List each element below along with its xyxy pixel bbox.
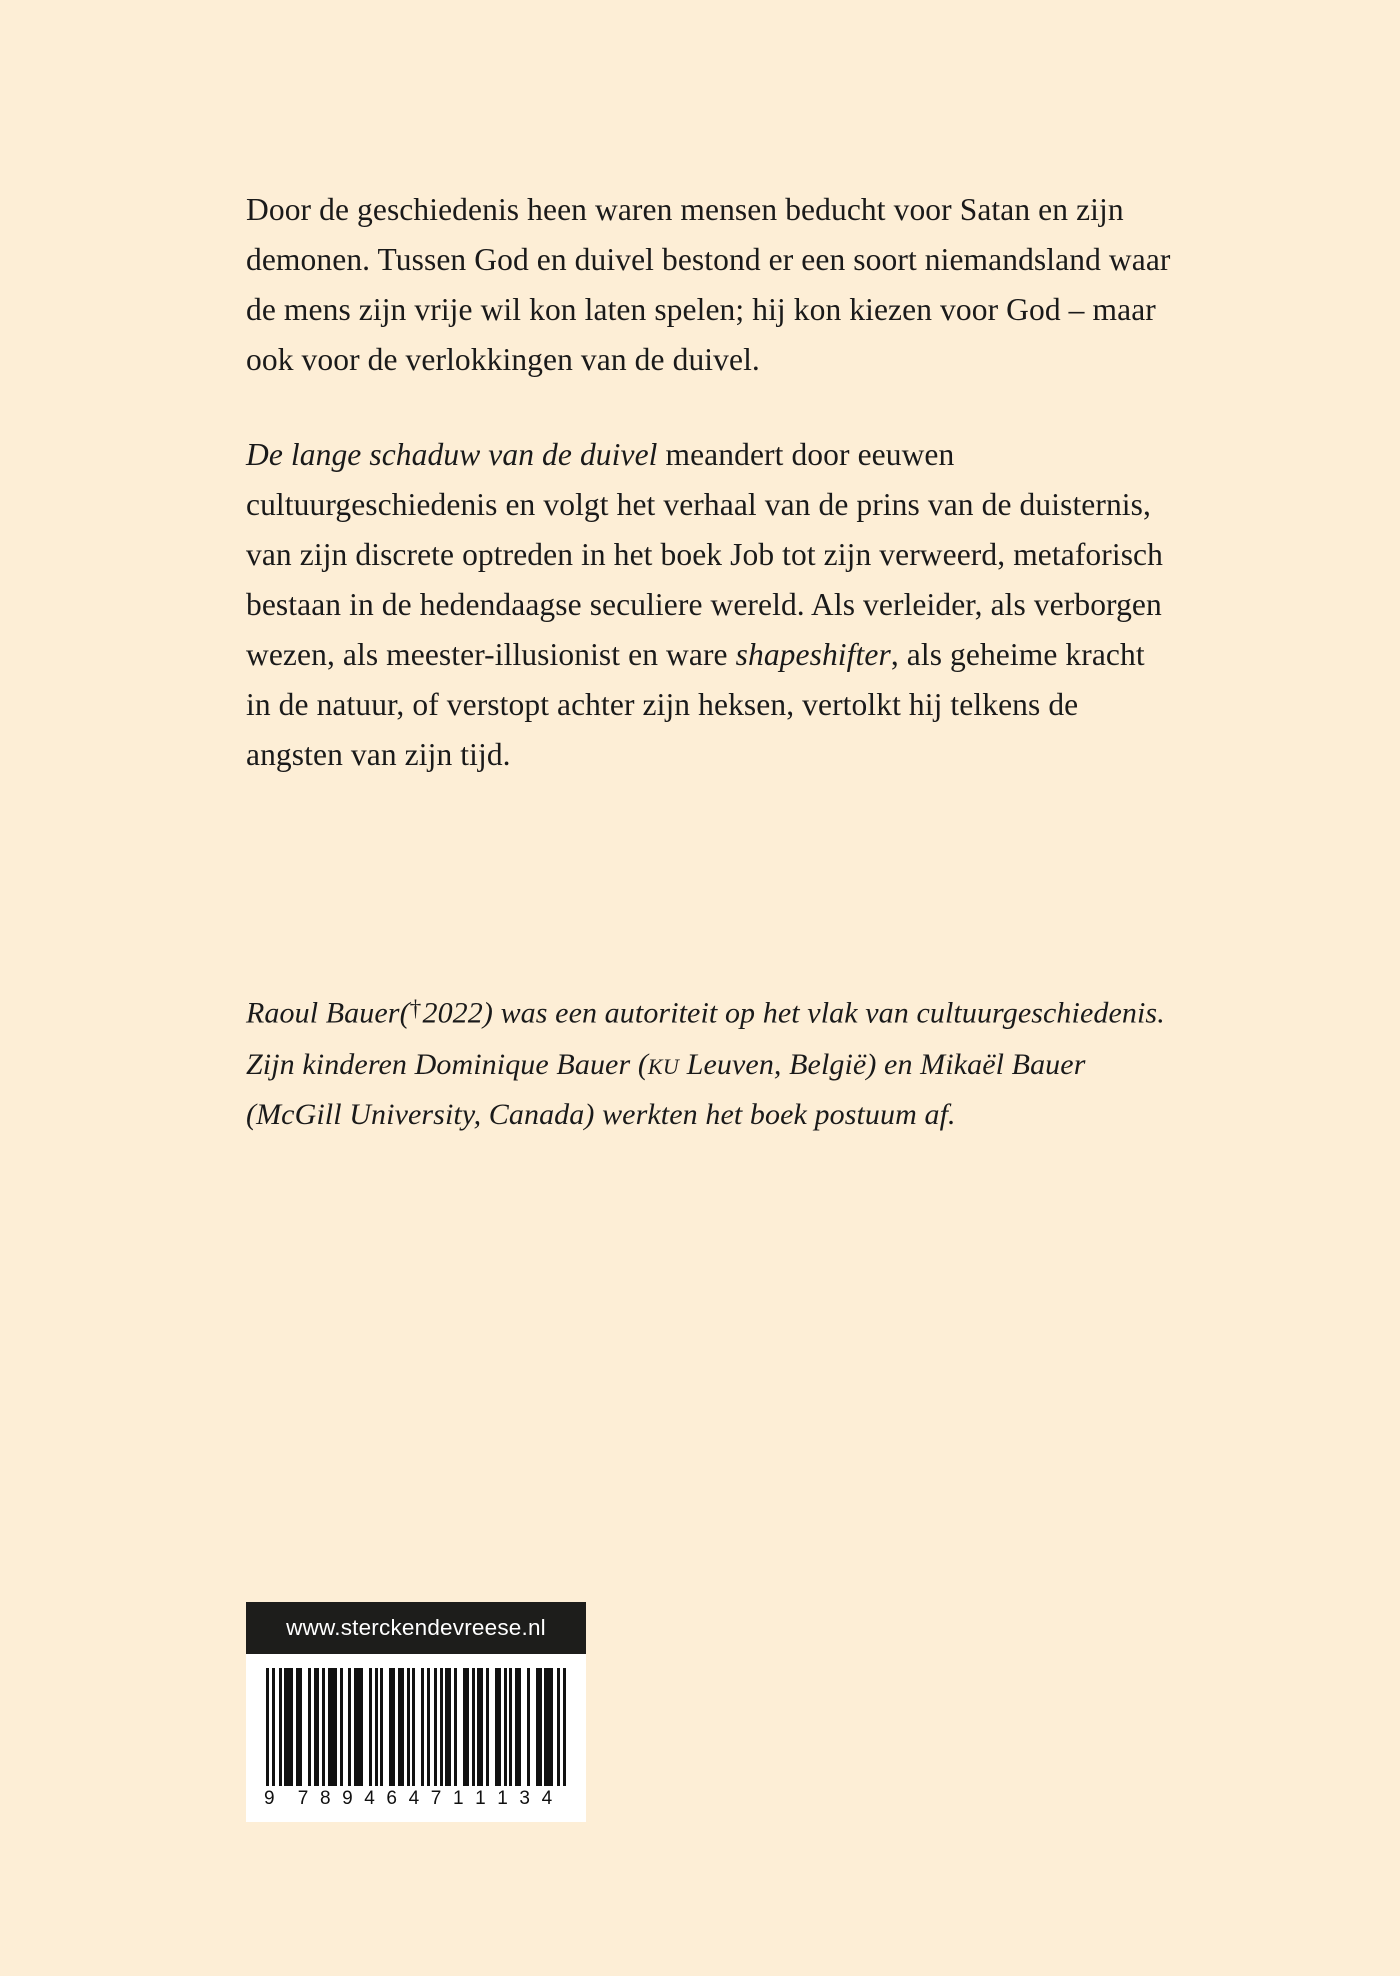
bio-text-after-name: ) was een autoriteit op het vlak van cultuurgeschiedenis. Zijn kinderen Dominique Bauer (	[246, 996, 1165, 1081]
publisher-website-banner[interactable]: www.sterckendevreese.nl	[246, 1602, 586, 1654]
barcode-digit: 6	[386, 1788, 397, 1809]
barcode-digit-group-2	[425, 1788, 568, 1810]
barcode-digit: 1	[452, 1788, 464, 1809]
barcode-area	[246, 1654, 586, 1822]
barcode-digit: 3	[519, 1788, 530, 1809]
blurb-paragraph-2-part-1: meandert door eeuwen cultuurgeschiedenis en volgt het verhaal van de prins van de duisternis, van zijn discrete optreden in het boek Job tot zijn verweerd, metaforisch bestaan in de hedendaagse seculiere wereld. Als verleider, als verborgen wezen, als meester-illusionist en ware	[246, 437, 1163, 672]
bio-open-paren: (	[399, 996, 410, 1030]
author-bio-paragraph	[246, 984, 1176, 1140]
barcode-digit: 1	[497, 1788, 508, 1809]
publisher-barcode-block	[246, 1602, 586, 1822]
affiliation-abbreviation: ku	[647, 1045, 680, 1081]
barcode-lead-digit: 9	[264, 1788, 275, 1809]
dagger-icon: †	[409, 996, 422, 1022]
author-bio-block	[246, 984, 1176, 1140]
barcode-digit: 4	[541, 1788, 553, 1809]
shapeshifter-italic: shapeshifter	[735, 637, 891, 672]
blurb-paragraph-1: Door de geschiedenis heen waren mensen beducht voor Satan en zijn demonen. Tussen God en duivel bestond er een soort niemandsland waar de mens zijn vrije wil kon laten spelen; hij kon kiezen voor God – maar ook voor de verlokkingen van de duivel.	[246, 192, 1171, 377]
barcode-digit: 9	[342, 1788, 353, 1809]
barcode-digit: 7	[430, 1788, 442, 1809]
barcode-digit: 1	[475, 1788, 486, 1809]
barcode-digit: 7	[297, 1788, 309, 1809]
blurb-paragraph-2-part-2: , als geheime kracht in de natuur, of verstopt achter zijn heksen, vertolkt hij telkens de angsten van zijn tijd.	[246, 637, 1145, 772]
barcode-digits	[264, 1788, 568, 1814]
barcode-digit: 4	[408, 1788, 420, 1809]
author-name: Raoul Bauer	[246, 996, 400, 1030]
bio-affiliation-rest: Leuven, België) en Mikaël Bauer (McGill University, Canada) werkten het boek postuum af.	[246, 1047, 1086, 1131]
death-year: 2022	[422, 996, 483, 1030]
barcode-digit: 4	[364, 1788, 375, 1809]
book-title-italic: De lange schaduw van de duivel	[246, 437, 658, 472]
barcode-digit: 8	[319, 1788, 331, 1809]
barcode-digit-group-1	[286, 1788, 425, 1810]
blurb-paragraph-2	[246, 430, 1176, 780]
blurb-text-block	[246, 185, 1176, 780]
barcode-bars	[266, 1668, 566, 1786]
